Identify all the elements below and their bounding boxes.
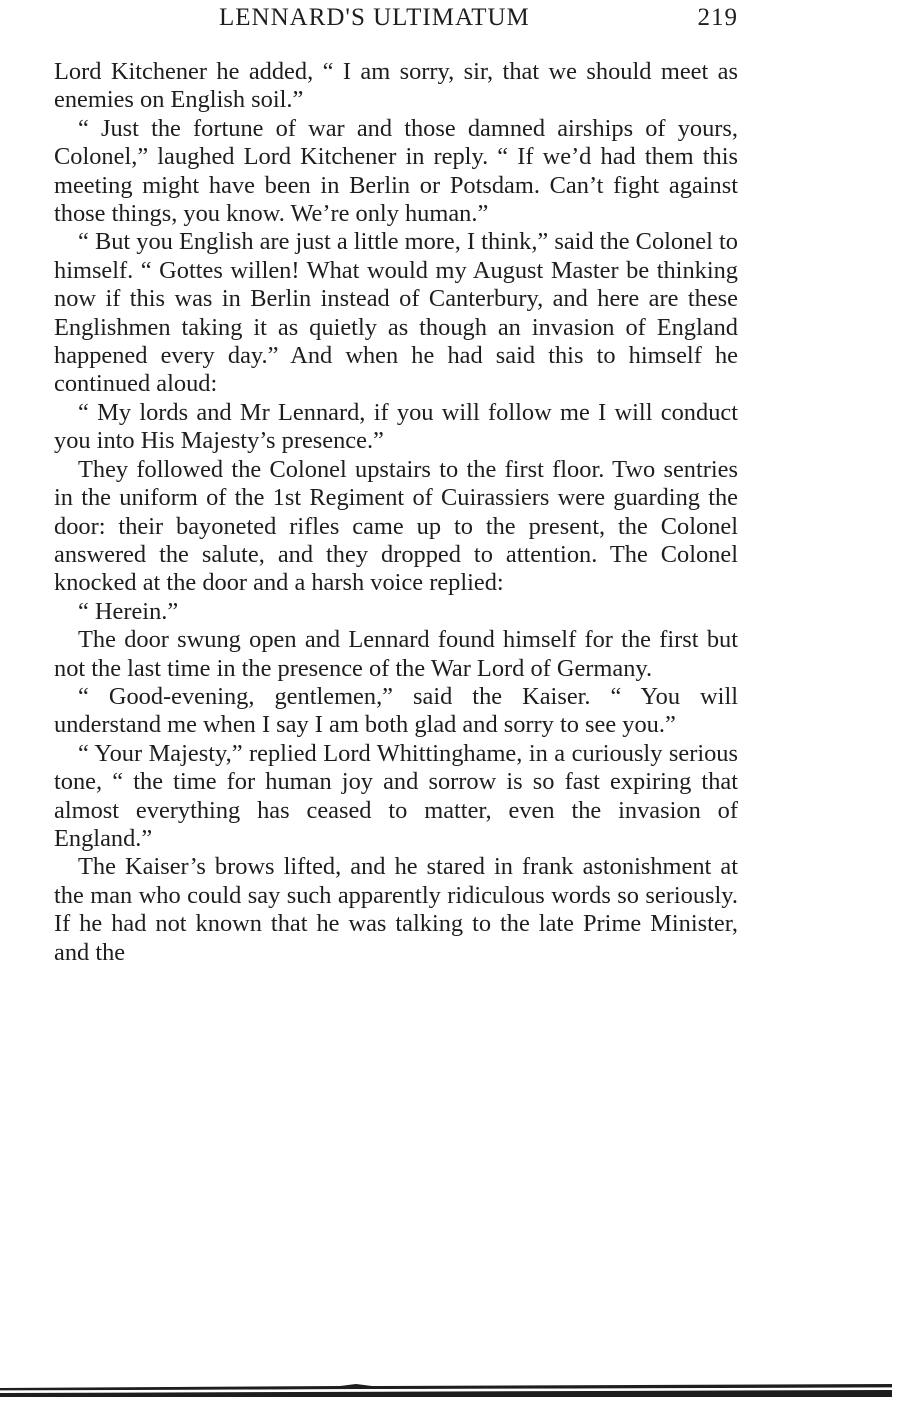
- paragraph: “ Herein.”: [78, 597, 179, 625]
- paragraph: Lord Kitchener he added, “ I am sorry, sir, that we should meet as enemies on English soil.”: [54, 58, 738, 114]
- paragraph: The Kaiser’s brows lifted, and he stared in frank astonishment at the man who could say such apparently ridiculous words so seriously. If he had not known that he was talking to the late Prime Minister, and the: [54, 853, 738, 966]
- running-title: LENNARD'S ULTIMATUM: [219, 4, 530, 31]
- paragraph: “ Good-evening, gentlemen,” said the Kaiser. “ You will understand me when I say I am both glad and sorry to see you.”: [54, 682, 738, 739]
- running-head: [54, 4, 738, 34]
- body-text: [54, 58, 738, 967]
- page-bottom-edge-rule: [0, 1378, 892, 1400]
- paragraph: “ My lords and Mr Lennard, if you will follow me I will conduct you into His Majesty’s presence.”: [54, 398, 738, 455]
- paragraph: The door swung open and Lennard found himself for the first but not the last time in the presence of the War Lord of Germany.: [54, 626, 738, 682]
- paragraph: “ But you English are just a little more, I think,” said the Colonel to himself. “ Gottes willen! What would my August Master be thinking now if this was in Berlin instead of Canterbury, and here are these Englishmen taking it as quietly as though an invasion of England happened every day.” And when he had said this to himself he continued aloud:: [54, 228, 738, 398]
- paragraph: “ Your Majesty,” replied Lord Whittinghame, in a curiously serious tone, “ the time for human joy and sorrow is so fast expiring that almost everything has ceased to matter, even the invasion of England.”: [54, 739, 738, 852]
- paragraph: “ Just the fortune of war and those damned airships of yours, Colonel,” laughed Lord Kitchener in reply. “ If we’d had them this meeting might have been in Berlin or Potsdam. Can’t fight against those things, you know. We’re only human.”: [54, 114, 738, 228]
- page-number: 219: [697, 4, 738, 31]
- paragraph: They followed the Colonel upstairs to the first floor. Two sentries in the uniform of the 1st Regiment of Cuirassiers were guarding the door: their bayoneted rifles came up to the present, the Colonel answered the salute, and they dropped to attention. The Colonel knocked at the door and a harsh voice replied:: [54, 455, 738, 597]
